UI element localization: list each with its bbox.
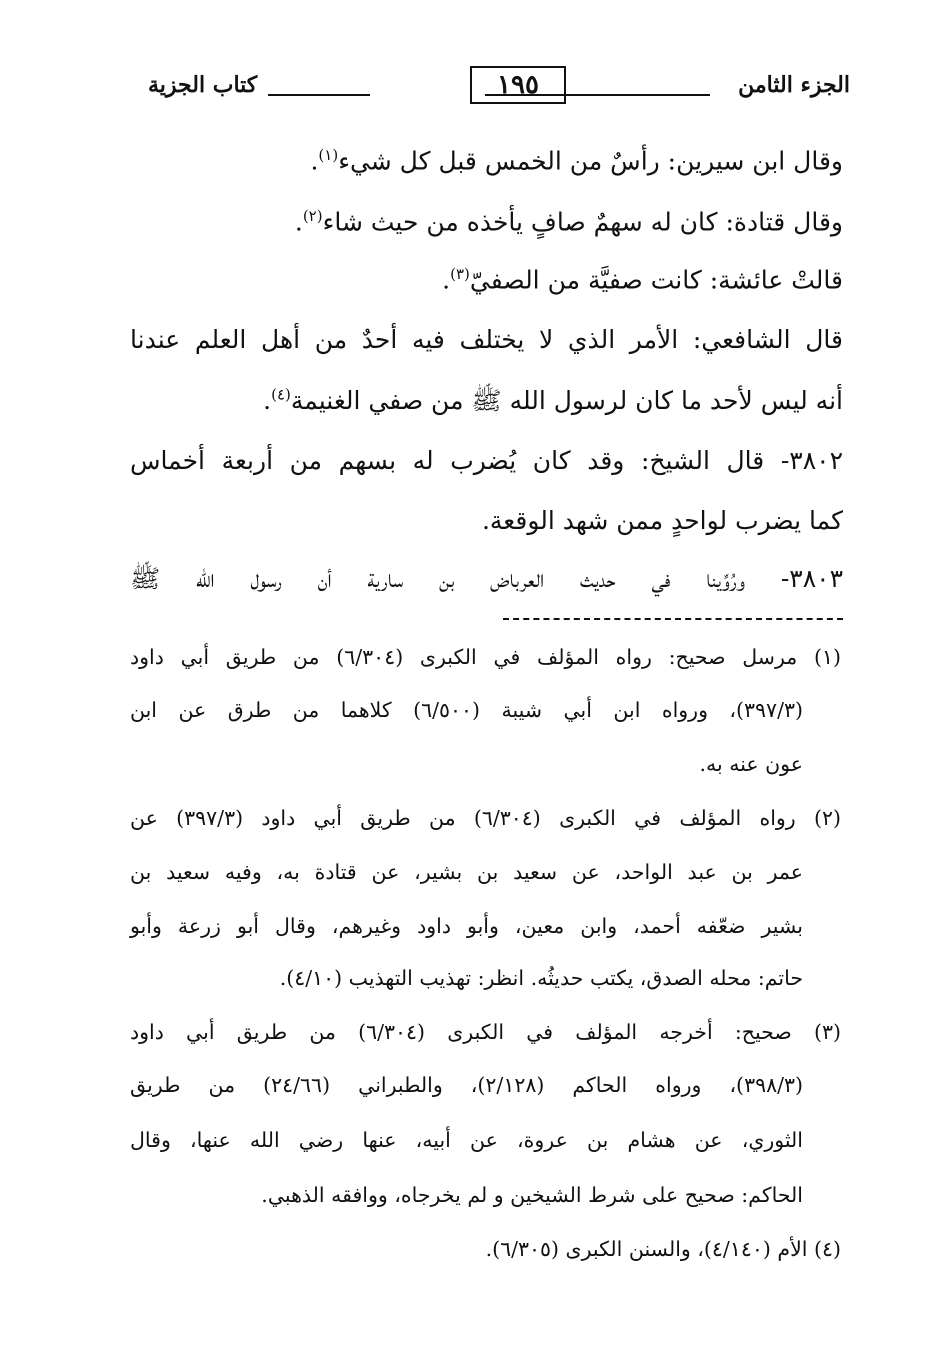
footnote-line: (٤) الأم (٤/١٤٠)، والسنن الكبرى (٦/٣٠٥). [485, 1237, 841, 1261]
footnote-line: الحاكم: صحيح على شرط الشيخين و لم يخرجاه، ووافقه الذهبي. [261, 1183, 803, 1207]
footnote-line: (٣٩٧/٣)، ورواه ابن أبي شيبة (٦/٥٠٠) كلاهما من طرق عن ابن [130, 698, 803, 722]
running-header [120, 66, 850, 110]
body-line: قالتْ عائشة: كانت صفيَّة من الصفيّ$^{(٣)}$. [442, 265, 843, 295]
body-line: قال الشافعي: الأمر الذي لا يختلف فيه أحدٌ من أهل العلم عندنا [130, 325, 843, 354]
footnote-line: (٣) صحيح: أخرجه المؤلف في الكبرى (٦/٣٠٤) من طريق أبي داود [130, 1020, 841, 1044]
footnote-line: بشير ضعّفه أحمد، وابن معين، وأبو داود وغيرهم، وقال أبو زرعة وأبو [130, 914, 803, 938]
body-line: وقال قتادة: كان له سهمٌ صافٍ يأخذه من حيث شاء$^{(٢)}$. [294, 207, 843, 237]
body-line: كما يضرب لواحدٍ ممن شهد الوقعة. [481, 506, 843, 535]
footnote-line: حاتم: محله الصدق، يكتب حديثُه. انظر: تهذيب التهذيب (٤/١٠). [279, 966, 803, 990]
volume-label: الجزء الثامن [738, 72, 850, 98]
footnote-ref: (١) [318, 146, 339, 164]
footnote-line: (١) مرسل صحيح: رواه المؤلف في الكبرى (٦/٣٠٤) من طريق أبي داود [130, 645, 841, 669]
body-line: وقال ابن سيرين: رأسٌ من الخمس قبل كل شيء$^{(١)}$. [310, 146, 843, 176]
footnote-line: (٢) رواه المؤلف في الكبرى (٦/٣٠٤) من طريق أبي داود (٣٩٧/٣) عن [130, 806, 841, 830]
body-line: ٣٨٠٣- ورُوِّينا في حديث العرباض بن سارية أن رسول الله ﷺ [130, 564, 843, 593]
footnote-ref: (٢) [302, 207, 323, 225]
page-number: ١٩٥ [497, 70, 539, 100]
body-line: ٣٨٠٢- قال الشيخ: وقد كان يُضرب له بسهم من أربعة أخماس [130, 446, 843, 475]
page-number-box [470, 66, 566, 104]
footnote-line: الثوري، عن هشام بن عروة، عن أبيه، عنها رضي الله عنها، وقال [130, 1128, 803, 1152]
footnote-line: عون عنه به. [699, 752, 803, 776]
footnote-line: عمر بن عبد الواحد، عن سعيد بن بشير، عن قتادة به، وفيه سعيد بن [130, 860, 803, 884]
footnote-separator [503, 618, 843, 620]
book-title: كتاب الجزية [148, 72, 258, 98]
body-line: أنه ليس لأحد ما كان لرسول الله ﷺ من صفي الغنيمة$^{(٤)}$. [263, 385, 843, 415]
footnote-line: (٣٩٨/٣)، ورواه الحاكم (٢/١٢٨)، والطبراني (٢٤/٦٦) من طريق [130, 1073, 804, 1097]
footnote-ref: (٤) [271, 385, 291, 404]
header-rule-left [268, 94, 370, 96]
footnote-ref: (٣) [450, 265, 470, 283]
